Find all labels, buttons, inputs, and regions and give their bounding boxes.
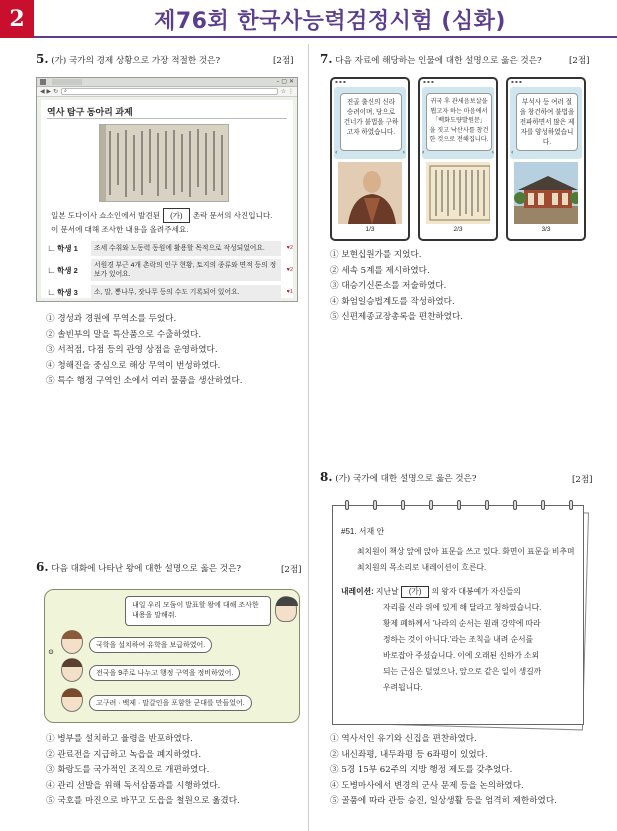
student-avatar (61, 688, 83, 712)
comment-text: 서원경 부근 4개 촌락의 인구 현황, 토지의 종류와 면적 등의 정보가 있어요. (91, 259, 281, 281)
village-document-photo (99, 124, 229, 202)
browser-toolbar (37, 87, 297, 97)
q7-points: [2점] (569, 56, 590, 66)
address-bar[interactable]: ⌕ (61, 88, 278, 95)
caption-text-2: 이 문서에 대해 조사한 내용을 올려주세요. (51, 225, 189, 234)
q7-question: 다음 자료에 해당하는 인물에 대한 설명으로 옳은 것은? (335, 56, 542, 66)
status-bar: ▪ ▪ ▪ (423, 79, 434, 84)
q6-points: [2점] (281, 565, 302, 575)
narration-line: 되는 근심은 덜었으나, 앞으로 같은 일이 생길까 (383, 667, 542, 676)
q6-option-5[interactable]: ⑤ 국호를 마진으로 바꾸고 도읍을 철원으로 옮겼다. (46, 796, 240, 806)
q6-option-4[interactable]: ④ 관리 선발을 위해 독서삼품과를 시행하였다. (46, 780, 221, 791)
q5-number: 5. (36, 52, 49, 66)
comment-item (47, 258, 293, 282)
reply-arrow-icon: ∟ (47, 243, 56, 253)
narration-line: 자리를 신라 위에 있게 해 달라고 청하였습니다. (383, 603, 542, 612)
student-speech: 국학을 설치하여 유학을 보급하였어. (89, 637, 212, 653)
browser-tab-bar (37, 78, 297, 87)
scene-heading: #51. 서재 안 (341, 527, 385, 536)
comment-user: 학생 3 (57, 287, 78, 297)
q7-option-3[interactable]: ③ 대승기신론소를 저술하였다. (330, 281, 447, 291)
q7-option-5[interactable]: ⑤ 신편제종교장총록을 편찬하였다. (330, 312, 464, 322)
card-text: 귀국 후 관세음보살을 뵙고자 하는 마음에서 「백화도량발원문」을 짓고 낙산사를 창건한 것으로 전해집니다. (426, 93, 492, 151)
like-count[interactable]: ♥1 (286, 289, 293, 295)
paper-sheet (332, 505, 584, 725)
q7-option-2[interactable]: ② 세속 5계를 제시하였다. (330, 265, 430, 276)
nav-arrows-icon[interactable]: ◀ ▶ ↻ (40, 88, 59, 95)
tab-favicon-icon (40, 79, 46, 85)
narration-line: 바로잡아 주셨습니다. 이에 오래된 신하가 소외 (383, 651, 540, 660)
q7-header (320, 52, 580, 66)
browser-page (41, 100, 293, 298)
exam-title: 제76회 한국사능력검정시험 (심화) (154, 9, 506, 34)
comment-text: 조세 수취와 노동력 동원에 활용할 목적으로 작성되었어요. (91, 241, 281, 256)
card-page-indicator: 3/3 (541, 226, 551, 233)
card-page-indicator: 2/3 (453, 226, 463, 233)
browser-tab[interactable] (52, 79, 82, 85)
q5-points: [2점] (273, 56, 294, 66)
narration-text-1: 지난날 (375, 587, 399, 596)
comment-item (47, 284, 293, 300)
heading-rule (47, 118, 287, 119)
comment-list (47, 240, 293, 300)
q5-option-3[interactable]: ③ 서적점, 다점 등의 관영 상점을 운영하였다. (46, 345, 218, 355)
q5-option-4[interactable]: ④ 청해진을 중심으로 해상 무역이 번성하였다. (46, 360, 221, 371)
browser-window (36, 77, 298, 302)
q8-header (320, 470, 580, 484)
narration-line: 정하는 것이 아니다.'라는 조칙을 내려 순서를 (383, 635, 534, 644)
script-document (332, 505, 586, 727)
q8-points: [2점] (572, 475, 593, 485)
next-arrow-icon[interactable]: › (491, 149, 494, 156)
comment-user: 학생 1 (57, 243, 78, 253)
like-count[interactable]: ♥2 (286, 267, 293, 273)
q5-question: (가) 국가의 경제 상황으로 가장 적절한 것은? (51, 56, 221, 66)
q8-option-4[interactable]: ④ 도병마사에서 변경의 군사 문제 등을 논의하였다. (330, 780, 524, 791)
manuscript-image (426, 162, 490, 224)
q5-option-2[interactable]: ② 솔빈부의 말을 특산품으로 수출하였다. (46, 329, 202, 340)
q8-option-2[interactable]: ② 내신좌평, 내두좌평 등 6좌평이 있었다. (330, 749, 488, 760)
column-divider (308, 44, 309, 831)
narration-blank: (가) (401, 586, 430, 598)
like-count[interactable]: ♥2 (286, 245, 293, 251)
reply-arrow-icon: ∟ (47, 265, 56, 275)
phone-card-3 (506, 77, 586, 241)
q8-question: (가) 국가에 대한 설명으로 옳은 것은? (335, 474, 477, 484)
post-caption (51, 208, 287, 236)
prev-arrow-icon[interactable]: ‹ (335, 149, 338, 156)
q6-options (46, 732, 240, 810)
q5-option-1[interactable]: ① 경성과 경원에 무역소를 두었다. (46, 314, 177, 324)
prev-arrow-icon[interactable]: ‹ (511, 149, 514, 156)
narration-line: 우려됩니다. (383, 683, 423, 692)
q6-option-1[interactable]: ① 병부를 설치하고 율령을 반포하였다. (46, 734, 193, 744)
q7-option-1[interactable]: ① 보현십원가를 지었다. (330, 250, 422, 260)
card-page-indicator: 1/3 (365, 226, 375, 233)
status-bar: ▪ ▪ ▪ (511, 79, 522, 84)
q6-question: 다음 대화에 나타난 왕에 대한 설명으로 옳은 것은? (51, 564, 241, 574)
q6-option-2[interactable]: ② 관료전을 지급하고 녹읍을 폐지하였다. (46, 749, 202, 760)
q7-option-4[interactable]: ④ 화엄일승법계도를 작성하였다. (330, 296, 455, 307)
comment-item (47, 240, 293, 256)
caption-text-1: 일본 도다이사 쇼소인에서 발견된 (51, 211, 161, 220)
page-heading: 역사 탐구 동아리 과제 (47, 107, 133, 117)
q5-options (46, 312, 242, 390)
card-panel (334, 87, 406, 159)
q8-options (330, 732, 557, 810)
card-panel (510, 87, 582, 159)
comment-user: 학생 2 (57, 265, 78, 275)
student-avatar (61, 630, 83, 654)
next-arrow-icon[interactable]: › (402, 149, 405, 156)
student-speech: 고구려 · 백제 · 말갈인을 포함한 군대를 만들었어. (89, 695, 252, 711)
comment-text: 소, 말, 뽕나무, 잣나무 등의 수도 기록되어 있어요. (91, 285, 281, 300)
teacher-avatar (275, 596, 297, 622)
q5-option-5[interactable]: ⑤ 특수 행정 구역인 소에서 여러 물품을 생산하였다. (46, 376, 243, 386)
card-panel (422, 87, 494, 159)
q8-option-1[interactable]: ① 역사서인 유기와 신집을 편찬하였다. (330, 734, 477, 744)
caption-blank: (가) (163, 208, 189, 223)
radio-mark-icon: ⊙ (48, 648, 54, 656)
phone-card-1 (330, 77, 410, 241)
monk-portrait (338, 162, 402, 224)
narration-text-1-end: 의 왕자 대봉예가 자신들의 (431, 587, 521, 596)
q8-number: 8. (320, 470, 333, 484)
caption-text-1-end: 촌락 문서의 사진입니다. (192, 211, 273, 220)
page-number: 2 (0, 0, 34, 38)
stage-direction: 최치원이 책상 앞에 앉아 표문을 쓰고 있다. 화면이 표문을 비추며 최치원의 목소리로 내레이션이 흐른다. (357, 547, 575, 572)
temple-photo (514, 162, 578, 224)
narration-body (341, 600, 581, 696)
binder-rings (333, 500, 585, 510)
q8-option-3[interactable]: ③ 5경 15부 62주의 지방 행정 제도를 갖추었다. (330, 765, 513, 775)
q7-number: 7. (320, 52, 333, 66)
narration (341, 584, 581, 696)
q7-options (330, 248, 463, 326)
prev-arrow-icon[interactable]: ‹ (422, 149, 425, 156)
status-bar: ▪ ▪ ▪ (335, 79, 346, 84)
browser-menu-icon[interactable]: ☆ ⋮ (280, 88, 294, 95)
dialogue-panel (44, 589, 300, 723)
window-controls-icon[interactable]: – ▢ ✕ (276, 78, 294, 85)
q6-header (36, 560, 301, 574)
q5-header (36, 52, 301, 66)
phone-card-2 (418, 77, 498, 241)
card-text: 진골 출신의 신라 승려이며, 당으로 건너가 불법을 구하고자 하였습니다. (340, 93, 402, 151)
student-avatar (61, 658, 83, 682)
card-text: 부석사 등 여러 절을 창건하여 불법을 전파하면서 많은 제자를 양성하였습니다. (516, 93, 578, 151)
q6-option-3[interactable]: ③ 화랑도를 국가적인 조직으로 개편하였다. (46, 765, 210, 775)
narration-label: 내레이션: (341, 587, 374, 596)
header-rule (34, 36, 617, 38)
narration-line: 황제 폐하께서 '나라의 순서는 원래 강약에 따라 (383, 619, 541, 628)
student-speech: 전국을 9주로 나누고 행정 구역을 정비하였어. (89, 665, 240, 681)
reply-arrow-icon: ∟ (47, 287, 56, 297)
teacher-speech: 내일 우리 모둠이 발표할 왕에 대해 조사한 내용을 말해줘. (125, 596, 271, 626)
q8-option-5[interactable]: ⑤ 골품에 따라 관등 승진, 일상생활 등을 엄격히 제한하였다. (330, 796, 557, 806)
q6-number: 6. (36, 560, 49, 574)
